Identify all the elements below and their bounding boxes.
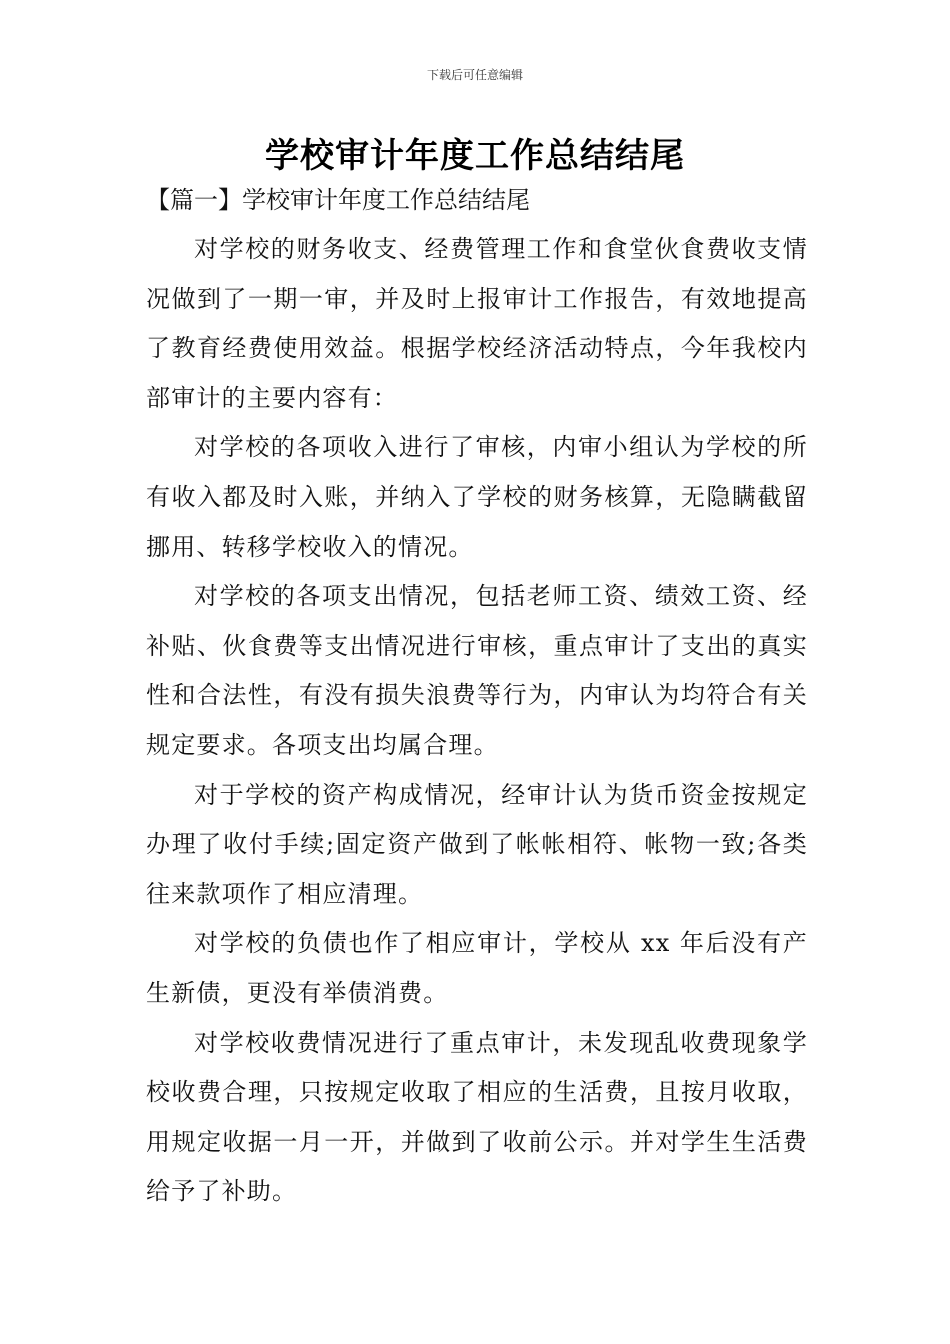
paragraph-fee-audit: 对学校收费情况进行了重点审计，未发现乱收费现象学校收费合理，只按规定收取了相应的生活费，且按月收取，用规定收据一月一开，并做到了收前公示。并对学生生活费给予了补助。: [146, 1028, 808, 1206]
paragraph-income-audit: 对学校的各项收入进行了审核，内审小组认为学校的所有收入都及时入账，并纳入了学校的财务核算，无隐瞒截留挪用、转移学校收入的情况。: [146, 433, 808, 561]
paragraph-finance-overview: 对学校的财务收支、经费管理工作和食堂伙食费收支情况做到了一期一审，并及时上报审计工作报告，有效地提高了教育经费使用效益。根据学校经济活动特点，今年我校内部审计的主要内容有：: [146, 235, 808, 412]
paragraph-asset-audit: 对于学校的资产构成情况，经审计认为货币资金按规定办理了收付手续;固定资产做到了帐帐相符、帐物一致;各类往来款项作了相应清理。: [146, 780, 808, 908]
paragraph-debt-audit: 对学校的负债也作了相应审计，学校从 xx 年后没有产生新债，更没有举债消费。: [146, 929, 808, 1007]
paragraph-expense-audit: 对学校的各项支出情况，包括老师工资、绩效工资、经补贴、伙食费等支出情况进行审核，重点审计了支出的真实性和合法性，有没有损失浪费等行为，内审认为均符合有关规定要求。各项支出均属合理。: [146, 582, 808, 759]
download-note: 下载后可任意编辑: [426, 68, 523, 82]
document-body: [146, 225, 808, 1217]
section-heading: 【篇一】学校审计年度工作总结结尾: [146, 186, 530, 214]
document-title: 学校审计年度工作总结结尾: [265, 136, 685, 176]
